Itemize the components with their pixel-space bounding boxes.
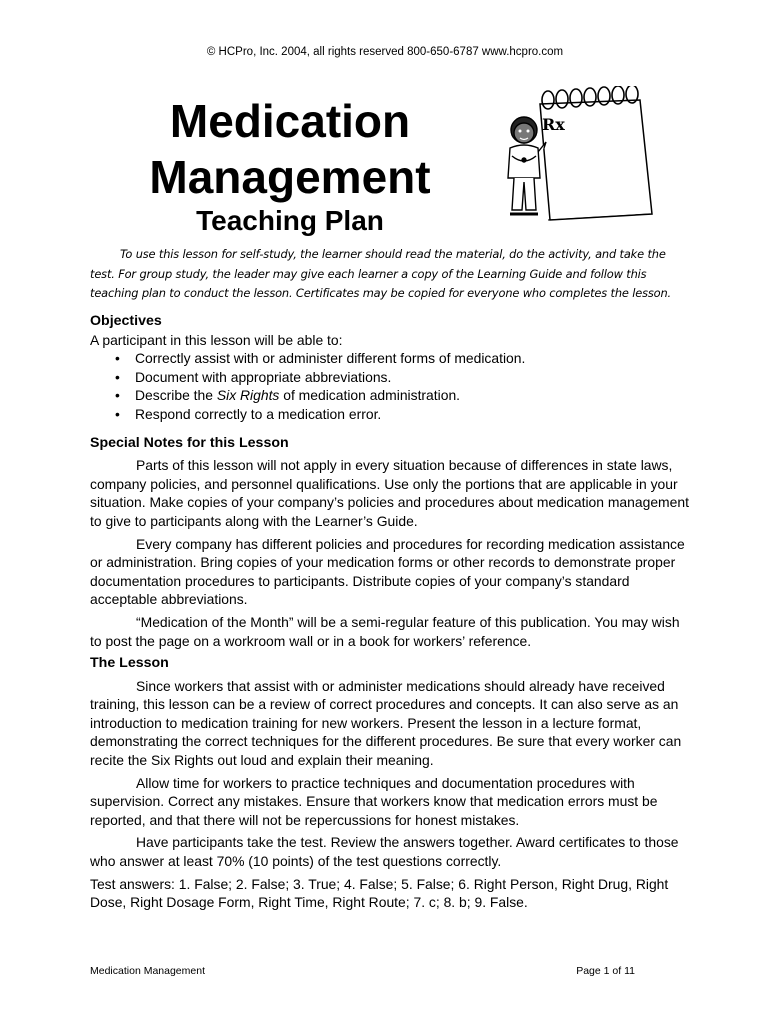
six-rights-emphasis: Six Rights — [216, 387, 280, 404]
test-answers: Test answers: 1. False; 2. False; 3. True; 4. False; 5. False; 6. Right Person, Right Drug, Right Dose, Right Dosage Form, Right Time, Right Route; 7. c; 8. b; 9. False. — [90, 875, 669, 911]
main-content — [90, 312, 690, 912]
rx-notepad-illustration — [490, 86, 660, 226]
lesson-heading: The Lesson — [90, 655, 169, 672]
lesson-paragraph: Allow time for workers to practice techniques and documentation procedures with supervision. Correct any mistakes. Ensure that workers know that medication errors must be reported, and that there will not be repercussions for honest mistakes. — [90, 774, 658, 828]
page-title-line-1: Medication — [169, 95, 411, 147]
page-number: Page 1 of 11 — [576, 965, 635, 977]
special-notes-paragraph: “Medication of the Month” will be a semi-regular feature of this publication. You may wish to post the page on a workroom wall or in a book for workers’ reference. — [90, 613, 680, 649]
objective-item: • Correctly assist with or administer different forms of medication. — [115, 349, 690, 368]
lesson-paragraph: Since workers that assist with or administer medications should already have received training, this lesson can be a review of correct procedures and concepts. It can also serve as an introduction to medication training for new workers. Present the lesson in a lecture format, demonstrating the correct techniques for the different procedures. Be sure that every worker can recite the Six Rights out loud and explain their meaning. — [90, 677, 682, 769]
page-title-line-2: Management — [149, 151, 431, 203]
footer-title: Medication Management — [90, 965, 205, 977]
lesson-paragraph: Have participants take the test. Review the answers together. Award certificates to those who answer at least 70% (10 points) of the test questions correctly. — [90, 834, 679, 870]
objective-text: Describe the — [135, 387, 217, 404]
objectives-list — [115, 349, 690, 423]
special-notes-heading: Special Notes for this Lesson — [90, 434, 289, 451]
objective-item — [115, 386, 690, 405]
objective-item: • Document with appropriate abbreviations. — [115, 368, 690, 387]
objectives-heading: Objectives — [90, 313, 162, 329]
objective-text: of medication administration. — [279, 387, 461, 404]
child-figure-icon — [508, 117, 546, 214]
intro-instructions: To use this lesson for self-study, the learner should read the material, do the activity, and take the test. For group study, the leader may give each learner a copy of the Learning Guide and follow this teaching plan to conduct the lesson. Certificates may be copied for everyone who completes the lesson. — [90, 247, 672, 300]
special-notes-paragraph: Every company has different policies and procedures for recording medication assistance or administration. Bring copies of your medication forms or other records to demonstrate proper documentation procedures to participants. Distribute copies of your company’s standard acceptable abbreviations. — [90, 535, 685, 608]
page-subtitle: Teaching Plan — [196, 205, 384, 236]
special-notes-paragraph: Parts of this lesson will not apply in every situation because of differences in state laws, company policies, and personnel qualifications. Use only the portions that are applicable in your situation. Make copies of your company’s policies and procedures about medication management to give to participants along with the Learner’s Guide. — [90, 457, 689, 529]
objectives-lead: A participant in this lesson will be able to: — [90, 331, 343, 348]
rx-symbol: Rx — [542, 115, 565, 134]
copyright-line: © HCPro, Inc. 2004, all rights reserved 800-650-6787 www.hcpro.com — [206, 46, 564, 58]
objective-item: • Respond correctly to a medication error. — [115, 405, 690, 424]
